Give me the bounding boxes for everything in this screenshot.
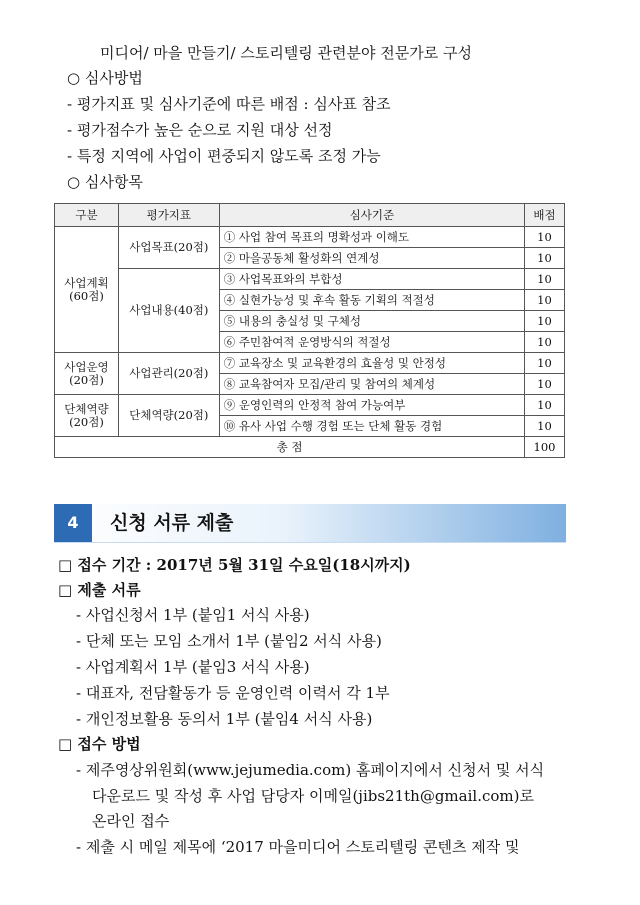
doc-item: - 사업계획서 1부 (붙임3 서식 사용) bbox=[76, 658, 310, 676]
score-cell: 10 bbox=[525, 395, 565, 416]
header-criteria: 심사기준 bbox=[219, 204, 524, 227]
category-cell: 사업계획 (60점) bbox=[55, 227, 119, 353]
criteria-cell: ② 마을공동체 활성화의 연계성 bbox=[219, 248, 524, 269]
category-cell: 사업운영 (20점) bbox=[55, 353, 119, 395]
table-row bbox=[55, 227, 565, 248]
method-item: - 특정 지역에 사업이 편중되지 않도록 조정 가능 bbox=[67, 147, 381, 165]
indicator-cell: 사업목표(20점) bbox=[118, 227, 219, 269]
table-row bbox=[55, 395, 565, 416]
header-score: 배점 bbox=[525, 204, 565, 227]
doc-item: - 단체 또는 모임 소개서 1부 (붙임2 서식 사용) bbox=[76, 632, 382, 650]
doc-item: - 개인정보활용 동의서 1부 (붙임4 서식 사용) bbox=[76, 710, 373, 728]
method-line: - 제출 시 메일 제목에 ‘2017 마을미디어 스토리텔링 콘텐츠 제작 및 bbox=[76, 838, 520, 856]
criteria-cell: ⑩ 유사 사업 수행 경험 또는 단체 활동 경험 bbox=[219, 416, 524, 437]
items-heading: ○ 심사항목 bbox=[67, 173, 143, 191]
header-category: 구분 bbox=[55, 204, 119, 227]
doc-item: - 사업신청서 1부 (붙임1 서식 사용) bbox=[76, 606, 310, 624]
doc-item: - 대표자, 전담활동가 등 운영인력 이력서 각 1부 bbox=[76, 684, 390, 702]
score-cell: 10 bbox=[525, 374, 565, 395]
indicator-cell: 사업관리(20점) bbox=[118, 353, 219, 395]
evaluation-table bbox=[54, 203, 565, 458]
section-number: 4 bbox=[54, 504, 92, 542]
section-banner bbox=[54, 504, 566, 543]
table-header-row bbox=[55, 204, 565, 227]
method-line: 온라인 접수 bbox=[92, 812, 170, 830]
total-label: 총 점 bbox=[55, 437, 525, 458]
method-heading: ○ 심사방법 bbox=[67, 69, 143, 87]
indicator-cell: 사업내용(40점) bbox=[118, 269, 219, 353]
method-item: - 평가지표 및 심사기준에 따른 배점 : 심사표 참조 bbox=[67, 95, 391, 113]
section-title: 신청 서류 제출 bbox=[110, 512, 234, 534]
score-cell: 10 bbox=[525, 248, 565, 269]
criteria-cell: ⑧ 교육참여자 모집/관리 및 참여의 체계성 bbox=[219, 374, 524, 395]
score-cell: 10 bbox=[525, 416, 565, 437]
table-row bbox=[55, 269, 565, 290]
table-row bbox=[55, 353, 565, 374]
score-cell: 10 bbox=[525, 227, 565, 248]
table-total-row bbox=[55, 437, 565, 458]
method-line: - 제주영상위원회(www.jejumedia.com) 홈페이지에서 신청서 및 서식 bbox=[76, 761, 545, 779]
indicator-cell: 단체역량(20점) bbox=[118, 395, 219, 437]
score-cell: 10 bbox=[525, 311, 565, 332]
score-cell: 10 bbox=[525, 353, 565, 374]
score-cell: 10 bbox=[525, 332, 565, 353]
period-line: □ 접수 기간 : 2017년 5월 31일 수요일(18시까지) bbox=[58, 556, 411, 574]
method-heading-2: □ 접수 방법 bbox=[58, 735, 141, 753]
criteria-cell: ⑥ 주민참여적 운영방식의 적절성 bbox=[219, 332, 524, 353]
intro-line: 미디어/ 마을 만들기/ 스토리텔링 관련분야 전문가로 구성 bbox=[100, 44, 472, 62]
score-cell: 10 bbox=[525, 290, 565, 311]
header-indicator: 평가지표 bbox=[118, 204, 219, 227]
criteria-cell: ③ 사업목표와의 부합성 bbox=[219, 269, 524, 290]
criteria-cell: ⑨ 운영인력의 안정적 참여 가능여부 bbox=[219, 395, 524, 416]
method-line: 다운로드 및 작성 후 사업 담당자 이메일(jibs21th@gmail.com)로 bbox=[92, 787, 534, 805]
total-score: 100 bbox=[525, 437, 565, 458]
category-cell: 단체역량 (20점) bbox=[55, 395, 119, 437]
score-cell: 10 bbox=[525, 269, 565, 290]
criteria-cell: ⑤ 내용의 충실성 및 구체성 bbox=[219, 311, 524, 332]
criteria-cell: ① 사업 참여 목표의 명확성과 이해도 bbox=[219, 227, 524, 248]
docs-heading: □ 제출 서류 bbox=[58, 581, 141, 599]
criteria-cell: ⑦ 교육장소 및 교육환경의 효율성 및 안정성 bbox=[219, 353, 524, 374]
method-item: - 평가점수가 높은 순으로 지원 대상 선정 bbox=[67, 121, 333, 139]
criteria-cell: ④ 실현가능성 및 후속 활동 기획의 적절성 bbox=[219, 290, 524, 311]
